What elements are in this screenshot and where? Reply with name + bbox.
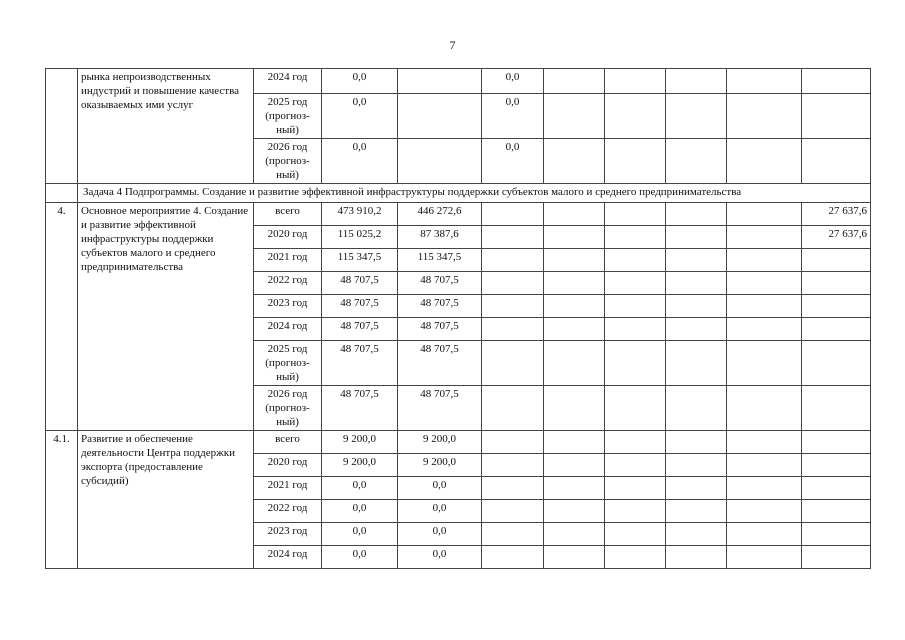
value-other: 27 637,6 xyxy=(802,226,871,249)
year-cell: 2024 год xyxy=(254,546,322,569)
value-federal: 48 707,5 xyxy=(398,386,482,431)
measure-name: Основное мероприятие 4. Создание и развитие эффективной инфраструктуры поддержки субъектов малого и среднего предпринимательства xyxy=(78,203,254,431)
year-cell: 2020 год xyxy=(254,454,322,477)
value-total: 0,0 xyxy=(322,477,398,500)
value-regional: 0,0 xyxy=(482,69,544,94)
year-cell: 2024 год xyxy=(254,69,322,94)
value-total: 9 200,0 xyxy=(322,431,398,454)
row-number: 4. xyxy=(46,203,78,431)
value-total: 0,0 xyxy=(322,69,398,94)
value-total: 0,0 xyxy=(322,139,398,184)
value-federal: 0,0 xyxy=(398,477,482,500)
year-cell: 2025 год (прогноз- ный) xyxy=(254,94,322,139)
value-federal: 48 707,5 xyxy=(398,295,482,318)
year-cell: 2023 год xyxy=(254,295,322,318)
value-total: 115 347,5 xyxy=(322,249,398,272)
value-federal: 9 200,0 xyxy=(398,454,482,477)
year-cell: 2022 год xyxy=(254,500,322,523)
value-total: 0,0 xyxy=(322,94,398,139)
measure-name: Развитие и обеспечение деятельности Центра поддержки экспорта (предоставление субсидий) xyxy=(78,431,254,569)
value-federal: 48 707,5 xyxy=(398,341,482,386)
table-row xyxy=(46,203,871,226)
measure-name: рынка непроизводственных индустрий и повышение качества оказываемых ими услуг xyxy=(78,69,254,184)
value-federal: 87 387,6 xyxy=(398,226,482,249)
value-total: 9 200,0 xyxy=(322,454,398,477)
value-federal: 48 707,5 xyxy=(398,272,482,295)
row-number-cell xyxy=(46,69,78,184)
value-regional: 0,0 xyxy=(482,139,544,184)
year-cell: 2025 год (прогноз- ный) xyxy=(254,341,322,386)
table-row xyxy=(46,431,871,454)
year-cell: 2020 год xyxy=(254,226,322,249)
value-federal: 115 347,5 xyxy=(398,249,482,272)
value-federal: 48 707,5 xyxy=(398,318,482,341)
year-cell: 2026 год (прогноз- ный) xyxy=(254,139,322,184)
year-cell: 2022 год xyxy=(254,272,322,295)
value-total: 473 910,2 xyxy=(322,203,398,226)
value-total: 48 707,5 xyxy=(322,272,398,295)
value-total: 48 707,5 xyxy=(322,341,398,386)
value-total: 48 707,5 xyxy=(322,386,398,431)
year-cell: всего xyxy=(254,431,322,454)
page-number: 7 xyxy=(449,38,456,52)
value-total: 0,0 xyxy=(322,500,398,523)
task-heading: Задача 4 Подпрограммы. Создание и развитие эффективной инфраструктуры поддержки субъектов малого и среднего предпринимательства xyxy=(78,184,871,203)
value-total: 0,0 xyxy=(322,523,398,546)
year-cell: 2026 год (прогноз- ный) xyxy=(254,386,322,431)
value-federal: 0,0 xyxy=(398,500,482,523)
funding-table xyxy=(45,68,871,569)
year-cell: 2023 год xyxy=(254,523,322,546)
value-total: 48 707,5 xyxy=(322,318,398,341)
value-total: 0,0 xyxy=(322,546,398,569)
year-cell: 2021 год xyxy=(254,477,322,500)
value-total: 48 707,5 xyxy=(322,295,398,318)
task-row xyxy=(46,184,871,203)
value-other: 27 637,6 xyxy=(802,203,871,226)
table-row xyxy=(46,69,871,94)
value-total: 115 025,2 xyxy=(322,226,398,249)
year-cell: 2021 год xyxy=(254,249,322,272)
year-cell: всего xyxy=(254,203,322,226)
value-federal: 446 272,6 xyxy=(398,203,482,226)
value-regional: 0,0 xyxy=(482,94,544,139)
year-cell: 2024 год xyxy=(254,318,322,341)
value-federal: 0,0 xyxy=(398,546,482,569)
value-federal: 0,0 xyxy=(398,523,482,546)
value-federal: 9 200,0 xyxy=(398,431,482,454)
row-number: 4.1. xyxy=(46,431,78,569)
